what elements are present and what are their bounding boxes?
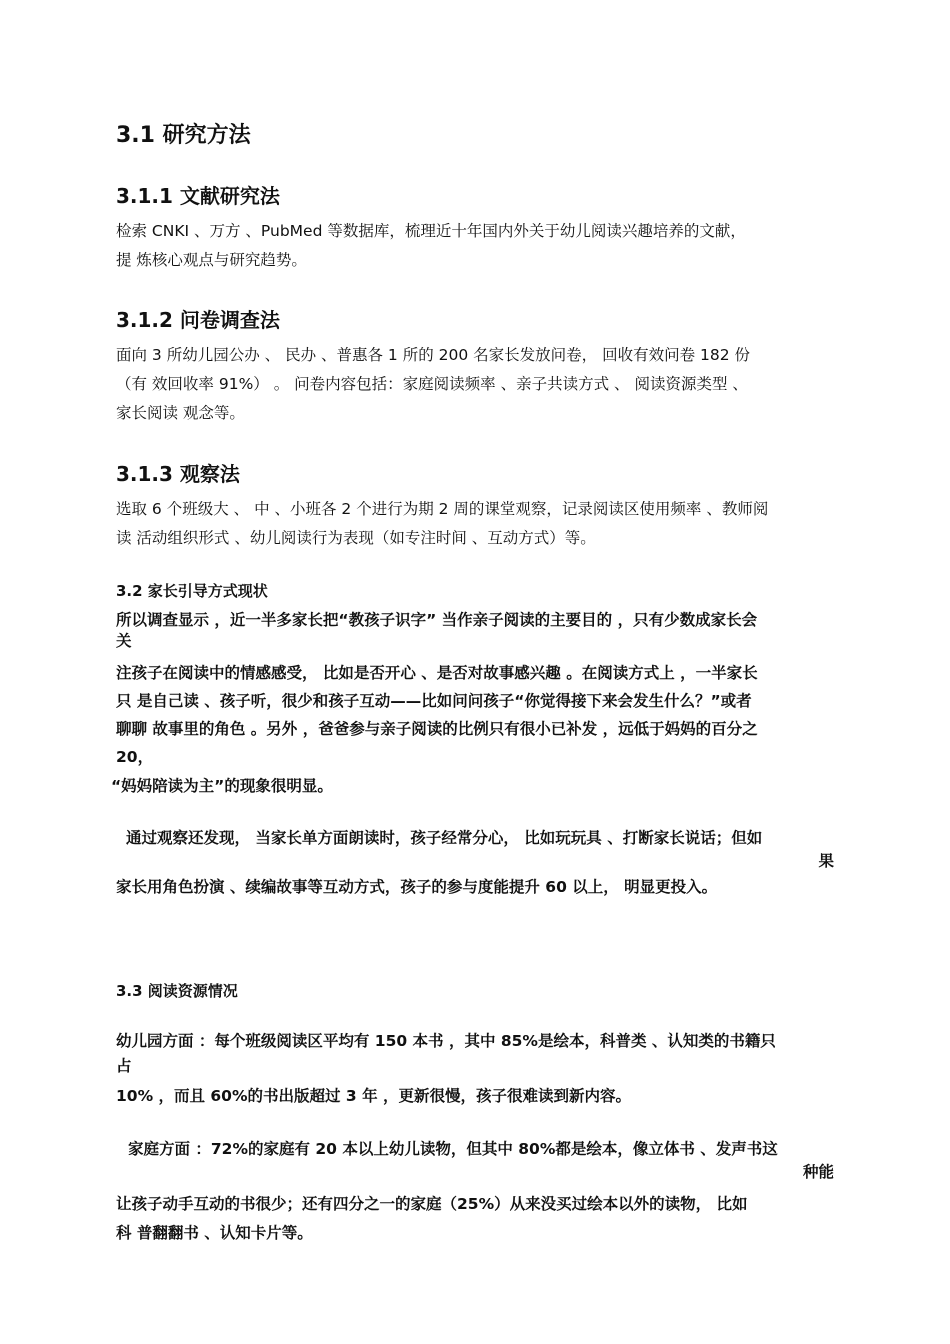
- paragraph-line: 所以调查显示 ，近一半多家长把“教孩子识字” 当作亲子阅读的主要目的 ，只有少数成家长会: [116, 611, 758, 629]
- paragraph-line: 家庭方面 ：72%的家庭有 20 本以上幼儿读物，但其中 80%都是绘本，像立体书 、发声书这: [128, 1140, 778, 1158]
- paragraph-line: 提 炼核心观点与研究趋势。: [116, 251, 307, 269]
- paragraph-line: 20，: [116, 748, 154, 766]
- paragraph-line: “妈妈陪读为主”的现象很明显。: [111, 777, 333, 795]
- subsection-title-3-1-3: 3.1.3 观察法: [116, 462, 240, 486]
- paragraph-line: 关: [116, 632, 132, 650]
- paragraph-line: （有 效回收率 91%） 。 问卷内容包括：家庭阅读频率 、亲子共读方式 、 阅读资源类型 、: [116, 375, 748, 393]
- section-title-3-1: 3.1 研究方法: [116, 123, 251, 148]
- paragraph-line: 注孩子在阅读中的情感感受， 比如是否开心 、是否对故事感兴趣 。在阅读方式上 ，一半家长: [116, 664, 758, 682]
- paragraph-line: 幼儿园方面 ：每个班级阅读区平均有 150 本书 ，其中 85%是绘本，科普类 、认知类的书籍只: [116, 1032, 776, 1050]
- paragraph-line: 面向 3 所幼儿园公办 、 民办 、普惠各 1 所的 200 名家长发放问卷， 回收有效问卷 182 份: [116, 346, 751, 364]
- paragraph-line: 检索 CNKI 、万方 、PubMed 等数据库，梳理近十年国内外关于幼儿阅读兴趣培养的文献，: [116, 222, 746, 240]
- paragraph-line: 家长阅读 观念等。: [116, 404, 245, 422]
- paragraph-line: 通过观察还发现， 当家长单方面朗读时，孩子经常分心， 比如玩玩具 、打断家长说话；但如: [126, 829, 763, 847]
- section-title-3-2: 3.2 家长引导方式现状: [116, 582, 268, 600]
- paragraph-line: 读 活动组织形式 、幼儿阅读行为表现（如专注时间 、互动方式）等。: [116, 529, 596, 547]
- subsection-title-3-1-2: 3.1.2 问卷调查法: [116, 308, 280, 332]
- paragraph-line: 种能: [802, 1163, 834, 1181]
- section-title-3-3: 3.3 阅读资源情况: [116, 982, 238, 1000]
- paragraph-line: 家长用角色扮演 、续编故事等互动方式，孩子的参与度能提升 60 以上， 明显更投入。: [116, 878, 718, 896]
- paragraph-line: 科 普翻翻书 、认知卡片等。: [116, 1224, 313, 1242]
- subsection-title-3-1-1: 3.1.1 文献研究法: [116, 184, 280, 208]
- paragraph-line: 10% ，而且 60%的书出版超过 3 年 ，更新很慢，孩子很难读到新内容。: [116, 1087, 631, 1105]
- paragraph-line: 选取 6 个班级大 、 中 、小班各 2 个进行为期 2 周的课堂观察，记录阅读区使用频率 、教师阅: [116, 500, 769, 518]
- paragraph-line: 让孩子动手互动的书很少；还有四分之一的家庭（25%）从来没买过绘本以外的读物， 比如: [116, 1195, 748, 1213]
- paragraph-line: 占: [116, 1057, 132, 1075]
- paragraph-line: 聊聊 故事里的角色 。另外 ，爸爸参与亲子阅读的比例只有很小已补发 ，远低于妈妈的百分之: [116, 720, 758, 738]
- paragraph-line: 只 是自己读 、孩子听，很少和孩子互动——比如问问孩子“你觉得接下来会发生什么？”或者: [116, 692, 752, 710]
- paragraph-line: 果: [818, 852, 834, 870]
